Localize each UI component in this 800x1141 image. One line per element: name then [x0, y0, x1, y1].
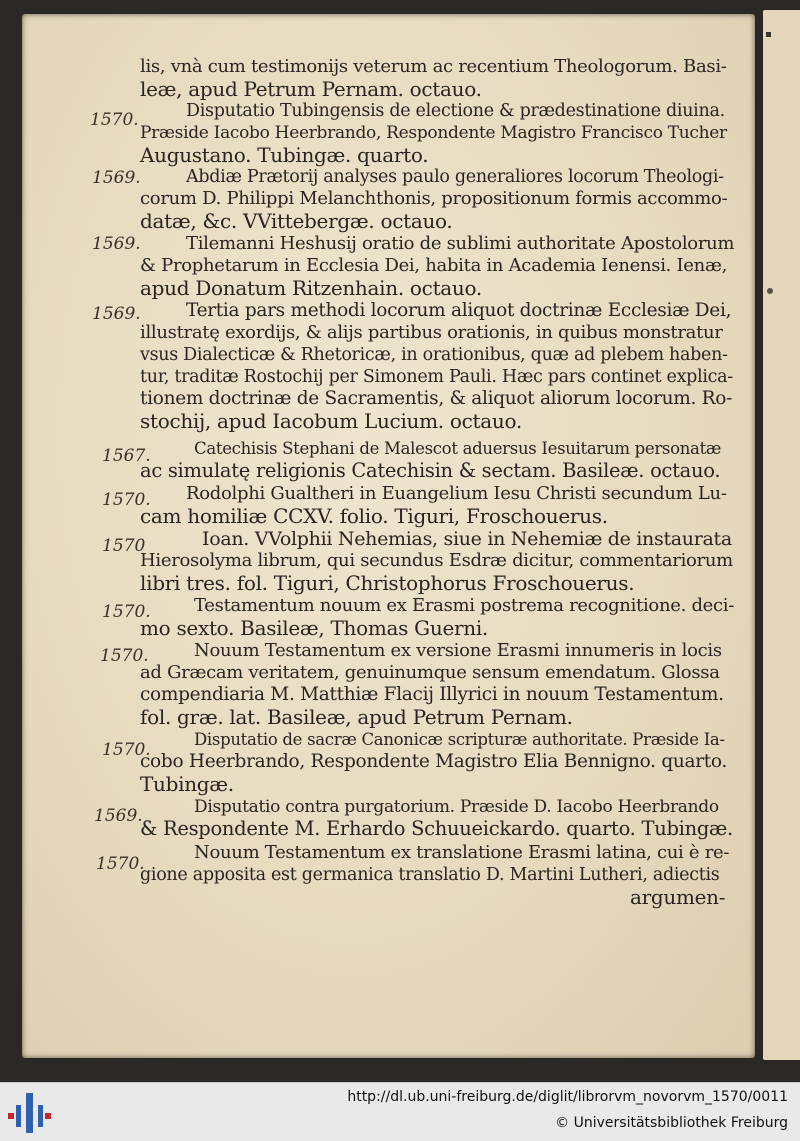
year-marginal: 1569.: [92, 168, 141, 188]
text-line: lis, vnà cum testimonijs veterum ac recentium Theologorum. Basi-: [140, 56, 727, 77]
text-line: libri tres. fol. Tiguri, Christophorus Froschouerus.: [140, 571, 635, 595]
year-marginal: 1567.: [102, 446, 151, 466]
text-line: corum D. Philippi Melanchthonis, propositionum formis accommo-: [140, 188, 728, 209]
text-line: tur, traditæ Rostochij per Simonem Pauli. Hæc pars continet explica-: [140, 367, 733, 387]
text-line: Hierosolyma librum, qui secundus Esdræ dicitur, commentariorum: [140, 550, 733, 571]
text-line: Rodolphi Gualtheri in Euangelium Iesu Christi secundum Lu-: [186, 483, 727, 504]
book-page: [22, 14, 755, 1058]
year-marginal: 1570.: [102, 602, 151, 622]
text-line: cam homiliæ CCXV. folio. Tiguri, Froschouerus.: [140, 504, 608, 528]
page-text: [22, 14, 755, 1058]
text-line: stochij, apud Iacobum Lucium. octauo.: [140, 409, 522, 433]
copyright-notice: © Universitätsbibliothek Freiburg: [555, 1115, 788, 1131]
text-line: Catechisis Stephani de Malescot aduersus Iesuitarum personatæ: [194, 439, 722, 458]
text-line: ad Græcam veritatem, genuinumque sensum emendatum. Glossa: [140, 662, 720, 683]
text-line: illustratę exordijs, & alijs partibus orationis, in quibus monstratur: [140, 322, 723, 343]
text-line: Disputatio Tubingensis de electione & prædestinatione diuina.: [186, 101, 725, 121]
text-line: vsus Dialecticæ & Rhetoricæ, in orationibus, quæ ad plebem haben-: [140, 345, 728, 365]
text-line: datæ, &c. VVittebergæ. octauo.: [140, 209, 453, 233]
year-marginal: 1570.: [100, 646, 149, 666]
text-line: Præside Iacobo Heerbrando, Respondente Magistro Francisco Tucher: [140, 123, 727, 143]
text-line: Nouum Testamentum ex versione Erasmi innumeris in locis: [194, 640, 722, 661]
year-marginal: 1570.: [102, 490, 151, 510]
text-line: fol. græ. lat. Basileæ, apud Petrum Pernam.: [140, 705, 573, 729]
viewer-footer: [0, 1082, 800, 1141]
text-line: Ioan. VVolphii Nehemias, siue in Nehemiæ de instaurata: [202, 528, 732, 550]
text-line: leæ, apud Petrum Pernam. octauo.: [140, 77, 482, 101]
page-blemish: [767, 288, 773, 294]
text-line: tionem doctrinæ de Sacramentis, & aliquot aliorum locorum. Ro-: [140, 388, 733, 409]
catchword: argumen-: [630, 885, 726, 909]
text-line: apud Donatum Ritzenhain. octauo.: [140, 276, 482, 300]
year-marginal: 1569.: [92, 234, 141, 254]
year-marginal: 1570.: [90, 110, 139, 130]
facing-page-edge: [763, 10, 800, 1060]
page-blemish: [766, 32, 771, 37]
year-marginal: 1569.: [92, 304, 141, 324]
text-line: cobo Heerbrando, Respondente Magistro Elia Bennigno. quarto.: [140, 751, 727, 772]
text-line: compendiaria M. Matthiæ Flacij Illyrici in nouum Testamentum.: [140, 684, 724, 705]
text-line: & Prophetarum in Ecclesia Dei, habita in Academia Ienensi. Ienæ,: [140, 255, 727, 276]
text-line: gione apposita est germanica translatio D. Martini Lutheri, adiectis: [140, 865, 720, 885]
year-marginal: 1570.: [96, 854, 145, 874]
year-marginal: 1570: [102, 536, 146, 556]
text-line: Tilemanni Heshusij oratio de sublimi authoritate Apostolorum: [186, 233, 735, 254]
text-line: ac simulatę religionis Catechisin & sectam. Basileæ. octauo.: [140, 459, 721, 482]
text-line: Disputatio de sacræ Canonicæ scripturæ authoritate. Præside Ia-: [194, 730, 725, 749]
text-line: Abdiæ Prætorij analyses paulo generaliores locorum Theologi-: [186, 167, 724, 187]
text-line: mo sexto. Basileæ, Thomas Guerni.: [140, 616, 488, 640]
text-line: Tubingæ.: [140, 772, 234, 796]
text-line: Nouum Testamentum ex translatione Erasmi latina, cui è re-: [194, 842, 730, 863]
year-marginal: 1570.: [102, 740, 151, 760]
permalink-url[interactable]: http://dl.ub.uni-freiburg.de/diglit/librorvm_novorvm_1570/0011: [347, 1089, 788, 1105]
text-line: Tertia pars methodi locorum aliquot doctrinæ Ecclesiæ Dei,: [186, 300, 732, 321]
text-line: & Respondente M. Erhardo Schuueickardo. quarto. Tubingæ.: [140, 817, 733, 840]
library-logo-icon: [8, 1091, 52, 1135]
text-line: Testamentum nouum ex Erasmi postrema recognitione. deci-: [194, 595, 735, 616]
text-line: Augustano. Tubingæ. quarto.: [140, 143, 429, 167]
year-marginal: 1569.: [94, 806, 143, 826]
text-line: Disputatio contra purgatorium. Præside D. Iacobo Heerbrando: [194, 797, 719, 817]
